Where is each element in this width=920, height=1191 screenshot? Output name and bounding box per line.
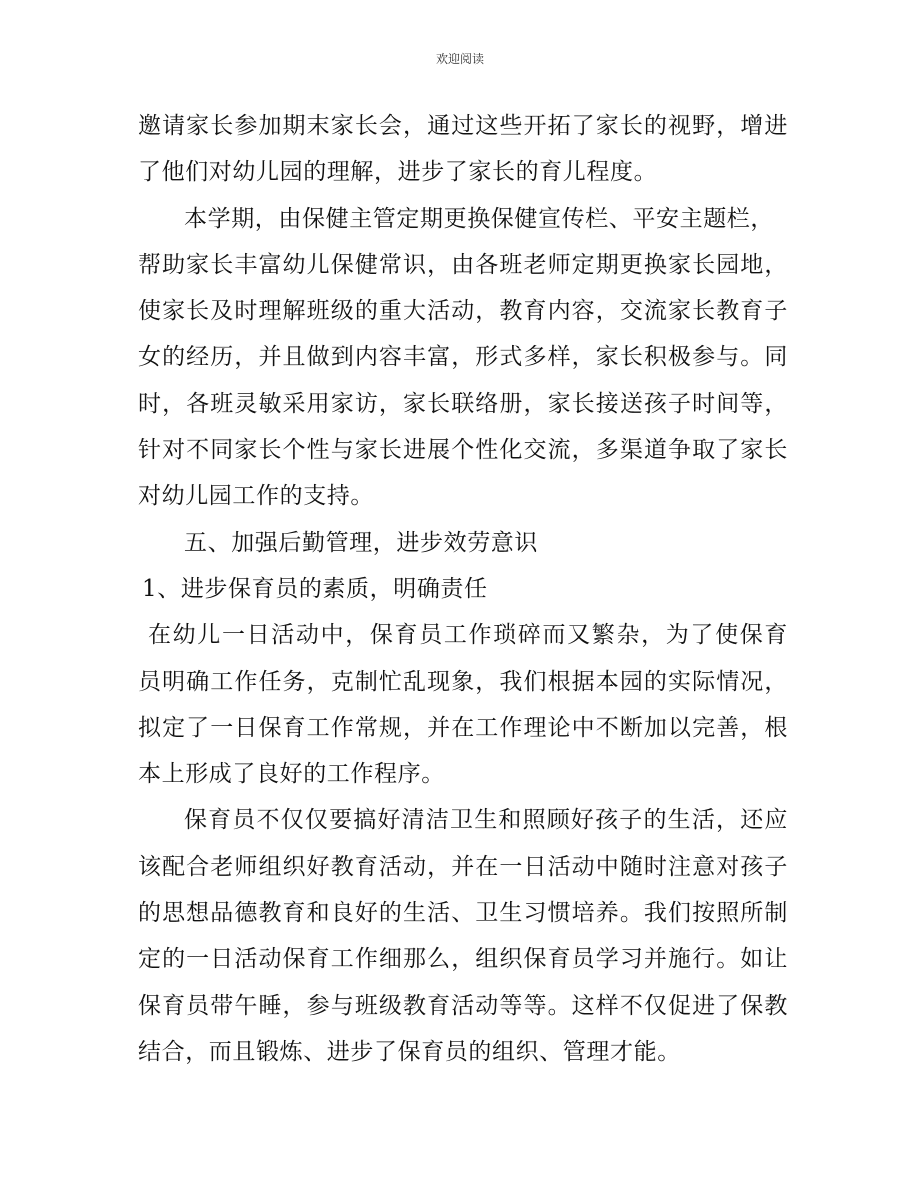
text-line: 邀请家长参加期末家长会，通过这些开拓了家长的视野，增进: [138, 113, 788, 139]
text-line: 本上形成了良好的工作程序。: [138, 761, 445, 788]
text-line: 使家长及时理解班级的重大活动，教育内容，交流家长教育子: [138, 298, 788, 325]
paragraph-health-board: [138, 196, 788, 520]
page-header: 欢迎阅读: [435, 52, 484, 66]
paragraph-daily-routine: [138, 612, 788, 797]
text-line: 保育员不仅仅要搞好清洁卫生和照顾好孩子的生活，还应: [184, 807, 788, 834]
text-line: 保育员带午睡，参与班级教育活动等等。这样不仅促进了保教: [138, 992, 788, 1019]
text-line: 结合，而且锻炼、进步了保育员的组织、管理才能。: [138, 1038, 681, 1065]
text-line: 的思想品德教育和良好的生活、卫生习惯培养。我们按照所制: [138, 900, 788, 927]
section-heading: 五、加强后勤管理，进步效劳意识: [184, 529, 538, 556]
paragraph-caregiver-duties: [138, 797, 788, 1075]
subsection-heading-caregivers: [138, 566, 788, 612]
text-line: 定的一日活动保育工作细那么，组织保育员学习并施行。如让: [138, 946, 788, 973]
paragraph-parent-meeting: [138, 103, 788, 196]
text-line: 女的经历，并且做到内容丰富，形式多样，家长积极参与。同: [138, 344, 788, 371]
subsection-heading: 1、进步保育员的素质，明确责任: [142, 575, 488, 602]
text-line: 帮助家长丰富幼儿保健常识，由各班老师定期更换家长园地，: [138, 251, 788, 278]
text-line: 在幼儿一日活动中，保育员工作琐碎而又繁杂，为了使保育: [148, 622, 788, 649]
section-heading-logistics: [138, 520, 788, 566]
text-line: 本学期，由保健主管定期更换保健宣传栏、平安主题栏，: [184, 205, 774, 232]
text-line: 拟定了一日保育工作常规，并在工作理论中不断加以完善，根: [138, 714, 788, 741]
text-line: 时，各班灵敏采用家访，家长联络册，家长接送孩子时间等，: [138, 390, 788, 417]
text-line: 该配合老师组织好教育活动，并在一日活动中随时注意对孩子: [138, 853, 788, 880]
text-line: 了他们对幼儿园的理解，进步了家长的育儿程度。: [138, 159, 658, 186]
text-line: 针对不同家长个性与家长进展个性化交流，多渠道争取了家长: [138, 437, 788, 464]
document-body: [138, 103, 788, 1075]
text-line: 员明确工作任务，克制忙乱现象，我们根据本园的实际情况，: [138, 668, 788, 695]
text-line: 对幼儿园工作的支持。: [138, 483, 374, 510]
